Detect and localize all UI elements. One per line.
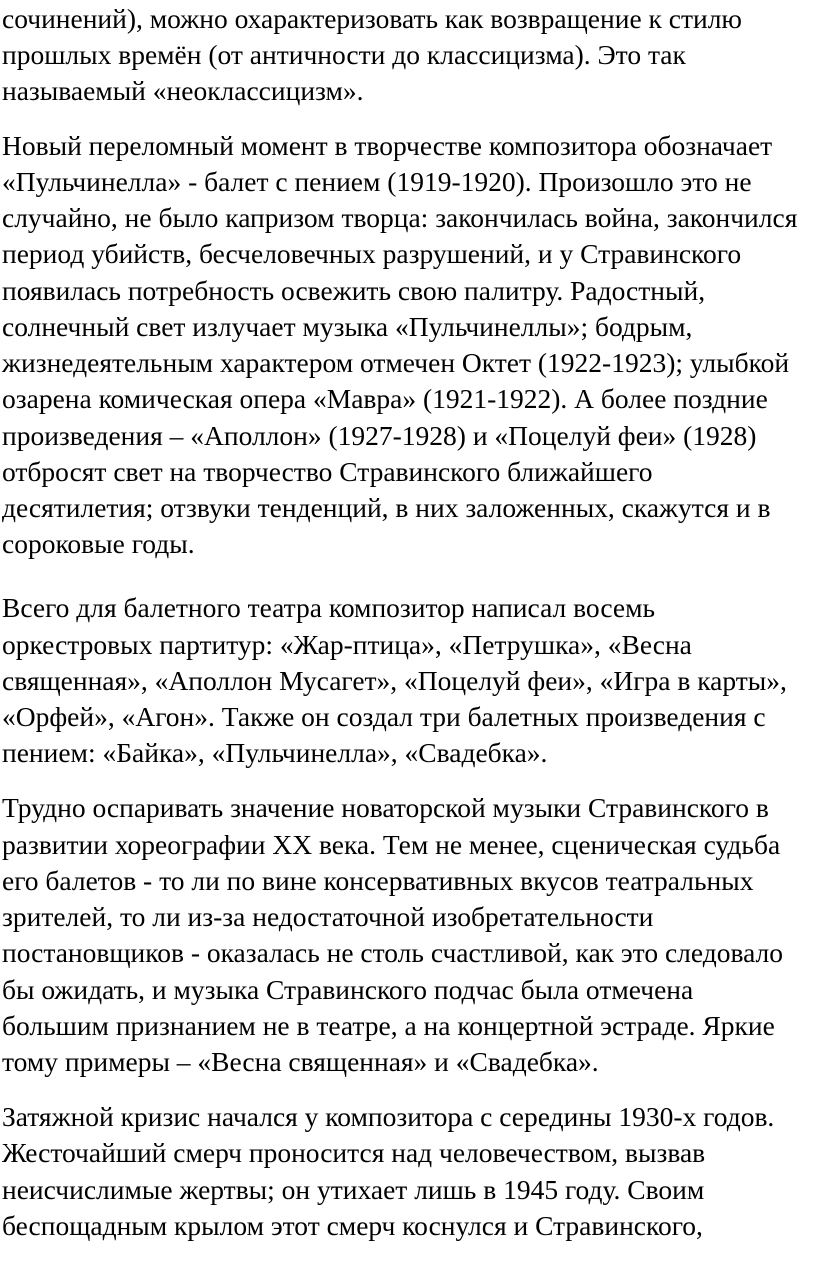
text-line: Трудно оспаривать значение новаторской музыки Стравинского в (2, 792, 769, 823)
text-line: называемый «неоклассицизм». (2, 75, 364, 106)
text-line: постановщиков - оказалась не столь счастливой, как это следовало (2, 937, 784, 968)
text-line: священная», «Аполлон Мусагет», «Поцелуй феи», «Игра в карты», (2, 665, 787, 696)
text-line: «Пульчинелла» - балет с пением (1919-1920). Произошло это не (2, 166, 752, 197)
text-line: прошлых времён (от античности до классицизма). Это так (2, 39, 686, 70)
text-line: случайно, не было капризом творца: закончилась война, закончился (2, 202, 798, 233)
text-line: Всего для балетного театра композитор написал восемь (2, 592, 656, 623)
text-line: жизнедеятельным характером отмечен Октет (1922-1923); улыбкой (2, 347, 790, 378)
text-line: солнечный свет излучает музыка «Пульчинеллы»; бодрым, (2, 311, 693, 342)
text-line: бы ожидать, и музыка Стравинского подчас была отмечена (2, 974, 694, 1005)
text-line: Новый переломный момент в творчестве композитора обозначает (2, 130, 773, 161)
text-line: «Орфей», «Агон». Также он создал три балетных произведения с (2, 701, 766, 732)
text-line: тому примеры – «Весна священная» и «Свадебка». (2, 1046, 599, 1077)
text-line: сочинений), можно охарактеризовать как возвращение к стилю (2, 3, 742, 34)
text-line: оркестровых партитур: «Жар-птица», «Петрушка», «Весна (2, 629, 692, 660)
text-line: озарена комическая опера «Мавра» (1921-1922). А более поздние (2, 383, 768, 414)
text-line: зрителей, то ли из-за недостаточной изобретательности (2, 901, 654, 932)
text-line: его балетов - то ли по вине консервативных вкусов театральных (2, 865, 754, 896)
text-line: неисчислимые жертвы; он утихает лишь в 1945 году. Своим (2, 1174, 705, 1205)
text-line: произведения – «Аполлон» (1927-1928) и «Поцелуй феи» (1928) (2, 420, 757, 451)
text-line: Затяжной кризис начался у композитора с середины 1930-х годов. (2, 1101, 775, 1132)
text-line: беспощадным крылом этот смерч коснулся и Стравинского, (2, 1210, 703, 1241)
text-line: Жесточайший смерч проносится над человечеством, вызвав (2, 1137, 706, 1168)
text-line: десятилетия; отзвуки тенденций, в них заложенных, скажутся и в (2, 492, 771, 523)
text-line: большим признанием не в театре, а на концертной эстраде. Яркие (2, 1010, 775, 1041)
text-line: пением: «Байка», «Пульчинелла», «Свадебка». (2, 737, 548, 768)
text-line: развитии хореографии XX века. Тем не менее, сценическая судьба (2, 829, 781, 860)
text-line: сороковые годы. (2, 528, 195, 559)
text-line: период убийств, бесчеловечных разрушений, и у Стравинского (2, 238, 742, 269)
text-line: появилась потребность освежить свою палитру. Радостный, (2, 275, 706, 306)
text-line: отбросят свет на творчество Стравинского ближайшего (2, 456, 653, 487)
